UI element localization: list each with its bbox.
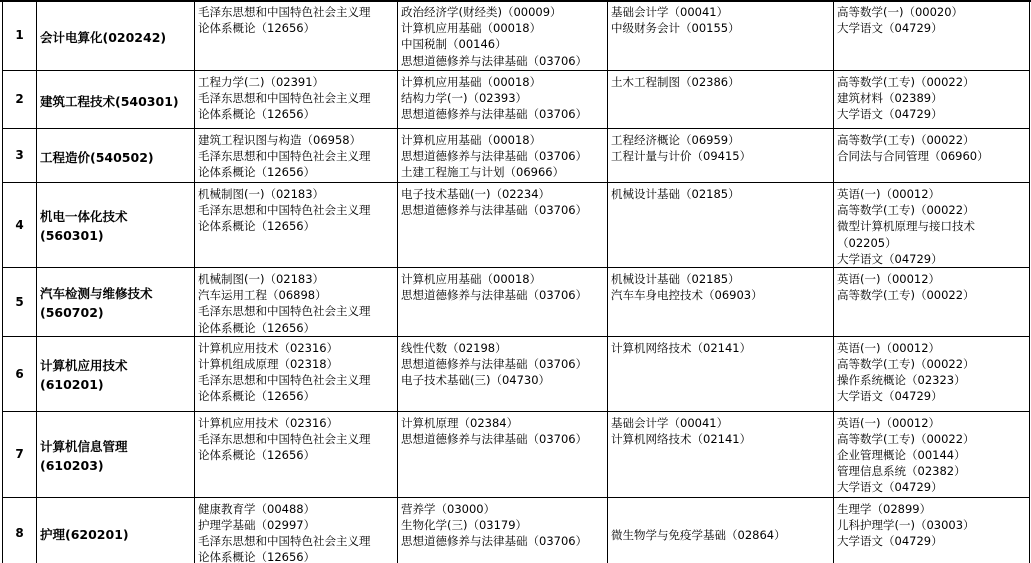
course-line: 毛泽东思想和中国特色社会主义理 [198, 431, 371, 446]
course-cell-col4[interactable] [834, 411, 1030, 497]
course-line: 机械设计基础（02185） [611, 187, 740, 201]
course-cell-col4[interactable] [834, 183, 1030, 268]
course-line: 工程力学(二)（02391） [198, 75, 325, 89]
course-line: 电子技术基础(三)（04730） [401, 373, 551, 388]
course-line: 思想道德修养与法律基础（03706） [401, 288, 588, 303]
course-line: 论体系概论（12656） [198, 107, 316, 122]
course-line: 工程计量与计价（09415） [611, 149, 752, 164]
course-line: 儿科护理学(一)（03003） [837, 517, 975, 532]
course-line: 营养学（03000） [401, 501, 496, 516]
major-name-cell[interactable]: 汽车检测与维修技术(560702) [37, 267, 195, 336]
course-line: 高等数学(一)（00020） [837, 5, 964, 19]
course-line: 毛泽东思想和中国特色社会主义理 [198, 149, 371, 164]
row-number[interactable]: 4 [3, 183, 37, 268]
curriculum-table [2, 0, 1030, 563]
course-cell-col4[interactable] [834, 497, 1030, 563]
course-line: 思想道德修养与法律基础（03706） [401, 203, 588, 218]
course-line: 微生物学与免疫学基础（02864） [611, 527, 786, 542]
course-cell-col1[interactable] [195, 1, 398, 71]
course-line: 计算机网络技术（02141） [611, 431, 752, 446]
course-line: 土建工程施工与计划（06966） [401, 165, 565, 180]
major-name-cell[interactable]: 工程造价(540502) [37, 129, 195, 183]
course-line: 汽车运用工程（06898） [198, 288, 327, 303]
course-line: 操作系统概论（02323） [837, 373, 966, 388]
row-number[interactable]: 8 [3, 497, 37, 563]
course-line: 计算机组成原理（02318） [198, 356, 339, 371]
course-line: 企业管理概论（00144） [837, 448, 966, 463]
course-line: （02205） [837, 235, 897, 250]
course-line: 思想道德修养与法律基础（03706） [401, 356, 588, 371]
major-name-cell[interactable]: 建筑工程技术(540301) [37, 71, 195, 129]
course-cell-col2[interactable] [398, 183, 608, 268]
course-line: 高等数学(工专)（00022） [837, 288, 975, 303]
course-cell-col3[interactable] [608, 1, 834, 71]
course-line: 论体系概论（12656） [198, 320, 316, 335]
course-line: 管理信息系统（02382） [837, 464, 966, 479]
course-line: 毛泽东思想和中国特色社会主义理 [198, 534, 371, 549]
table-row [3, 336, 1030, 411]
course-cell-col3[interactable] [608, 71, 834, 129]
course-line: 英语(一)（00012） [837, 340, 941, 355]
course-line: 英语(一)（00012） [837, 415, 941, 430]
row-number[interactable]: 3 [3, 129, 37, 183]
course-line: 大学语文（04729） [837, 389, 943, 404]
course-cell-col3[interactable] [608, 497, 834, 563]
course-cell-col1[interactable] [195, 71, 398, 129]
course-line: 生理学（02899） [837, 501, 932, 516]
course-line: 大学语文（04729） [837, 534, 943, 549]
table-body [3, 1, 1030, 563]
course-cell-col3[interactable] [608, 129, 834, 183]
course-cell-col1[interactable] [195, 267, 398, 336]
course-cell-col1[interactable] [195, 183, 398, 268]
course-line: 高等数学(工专)（00022） [837, 75, 975, 89]
course-line: 政治经济学(财经类)（00009） [401, 5, 562, 19]
course-line: 高等数学(工专)（00022） [837, 133, 975, 147]
course-line: 计算机网络技术（02141） [611, 340, 752, 355]
course-cell-col4[interactable] [834, 267, 1030, 336]
course-line: 土木工程制图（02386） [611, 75, 740, 89]
course-line: 毛泽东思想和中国特色社会主义理 [198, 304, 371, 319]
course-line: 中级财务会计（00155） [611, 21, 740, 36]
course-line: 毛泽东思想和中国特色社会主义理 [198, 5, 371, 19]
course-cell-col3[interactable] [608, 267, 834, 336]
course-line: 汽车车身电控技术（06903） [611, 288, 763, 303]
course-line: 建筑材料（02389） [837, 91, 943, 106]
course-line: 大学语文（04729） [837, 251, 943, 266]
course-line: 论体系概论（12656） [198, 389, 316, 404]
course-line: 生物化学(三)（03179） [401, 517, 528, 532]
row-number[interactable]: 6 [3, 336, 37, 411]
row-number[interactable]: 2 [3, 71, 37, 129]
course-line: 论体系概论（12656） [198, 448, 316, 463]
major-name-cell[interactable]: 计算机应用技术(610201) [37, 336, 195, 411]
course-line: 毛泽东思想和中国特色社会主义理 [198, 203, 371, 218]
course-line: 计算机应用基础（00018） [401, 75, 542, 89]
course-cell-col2[interactable] [398, 1, 608, 71]
course-line: 机械制图(一)（02183） [198, 187, 325, 201]
course-line: 计算机应用技术（02316） [198, 340, 339, 355]
course-cell-col4[interactable] [834, 1, 1030, 71]
course-line: 毛泽东思想和中国特色社会主义理 [198, 91, 371, 106]
course-cell-col1[interactable] [195, 129, 398, 183]
course-line: 电子技术基础(一)（02234） [401, 187, 551, 201]
course-line: 线性代数（02198） [401, 340, 507, 355]
table-row [3, 267, 1030, 336]
course-cell-col2[interactable] [398, 336, 608, 411]
course-line: 基础会计学（00041） [611, 415, 729, 430]
course-line: 合同法与合同管理（06960） [837, 149, 989, 164]
course-line: 大学语文（04729） [837, 480, 943, 495]
course-line: 建筑工程识图与构造（06958） [198, 133, 362, 147]
course-cell-col1[interactable] [195, 411, 398, 497]
course-line: 英语(一)（00012） [837, 271, 941, 286]
course-line: 英语(一)（00012） [837, 187, 941, 201]
course-line: 思想道德修养与法律基础（03706） [401, 534, 588, 549]
major-name-cell[interactable]: 机电一体化技术(560301) [37, 183, 195, 268]
course-line: 论体系概论（12656） [198, 21, 316, 36]
course-cell-col2[interactable] [398, 267, 608, 336]
table-row [3, 497, 1030, 563]
major-name-cell[interactable]: 护理(620201) [37, 497, 195, 563]
course-line: 护理学基础（02997） [198, 517, 316, 532]
course-cell-col4[interactable] [834, 336, 1030, 411]
course-line: 论体系概论（12656） [198, 219, 316, 234]
course-line: 机械制图(一)（02183） [198, 271, 325, 286]
table-row [3, 71, 1030, 129]
row-number[interactable]: 1 [3, 1, 37, 71]
table-row [3, 1, 1030, 71]
table-row [3, 183, 1030, 268]
course-line: 计算机应用基础（00018） [401, 271, 542, 286]
course-cell-col2[interactable] [398, 71, 608, 129]
course-line: 结构力学(一)（02393） [401, 91, 528, 106]
course-line: 论体系概论（12656） [198, 550, 316, 563]
course-cell-col3[interactable] [608, 336, 834, 411]
course-cell-col2[interactable] [398, 497, 608, 563]
course-cell-col1[interactable] [195, 497, 398, 563]
course-line: 思想道德修养与法律基础（03706） [401, 53, 588, 68]
course-line: 思想道德修养与法律基础（03706） [401, 149, 588, 164]
course-line: 基础会计学（00041） [611, 5, 729, 19]
course-line: 思想道德修养与法律基础（03706） [401, 431, 588, 446]
table-row [3, 411, 1030, 497]
course-cell-col4[interactable] [834, 129, 1030, 183]
course-line: 计算机应用基础（00018） [401, 21, 542, 36]
major-name-cell[interactable]: 会计电算化(020242) [37, 1, 195, 71]
course-line: 高等数学(工专)（00022） [837, 203, 975, 218]
course-line: 计算机原理（02384） [401, 415, 519, 430]
course-line: 思想道德修养与法律基础（03706） [401, 107, 588, 122]
row-number[interactable]: 7 [3, 411, 37, 497]
course-line: 中国税制（00146） [401, 37, 507, 52]
course-line: 大学语文（04729） [837, 21, 943, 36]
table-row [3, 129, 1030, 183]
course-line: 论体系概论（12656） [198, 165, 316, 180]
course-cell-col1[interactable] [195, 336, 398, 411]
course-line: 健康教育学（00488） [198, 501, 316, 516]
course-line: 大学语文（04729） [837, 107, 943, 122]
course-line: 高等数学(工专)（00022） [837, 431, 975, 446]
course-line: 工程经济概论（06959） [611, 133, 740, 147]
course-line: 计算机应用基础（00018） [401, 133, 542, 147]
course-line: 机械设计基础（02185） [611, 271, 740, 286]
row-number[interactable]: 5 [3, 267, 37, 336]
course-cell-col2[interactable] [398, 129, 608, 183]
course-cell-col2[interactable] [398, 411, 608, 497]
course-cell-col3[interactable] [608, 183, 834, 268]
course-cell-col4[interactable] [834, 71, 1030, 129]
major-name-cell[interactable]: 计算机信息管理(610203) [37, 411, 195, 497]
course-line: 高等数学(工专)（00022） [837, 356, 975, 371]
course-line: 微型计算机原理与接口技术 [837, 219, 975, 234]
course-cell-col3[interactable] [608, 411, 834, 497]
course-line: 计算机应用技术（02316） [198, 415, 339, 430]
course-line: 毛泽东思想和中国特色社会主义理 [198, 373, 371, 388]
